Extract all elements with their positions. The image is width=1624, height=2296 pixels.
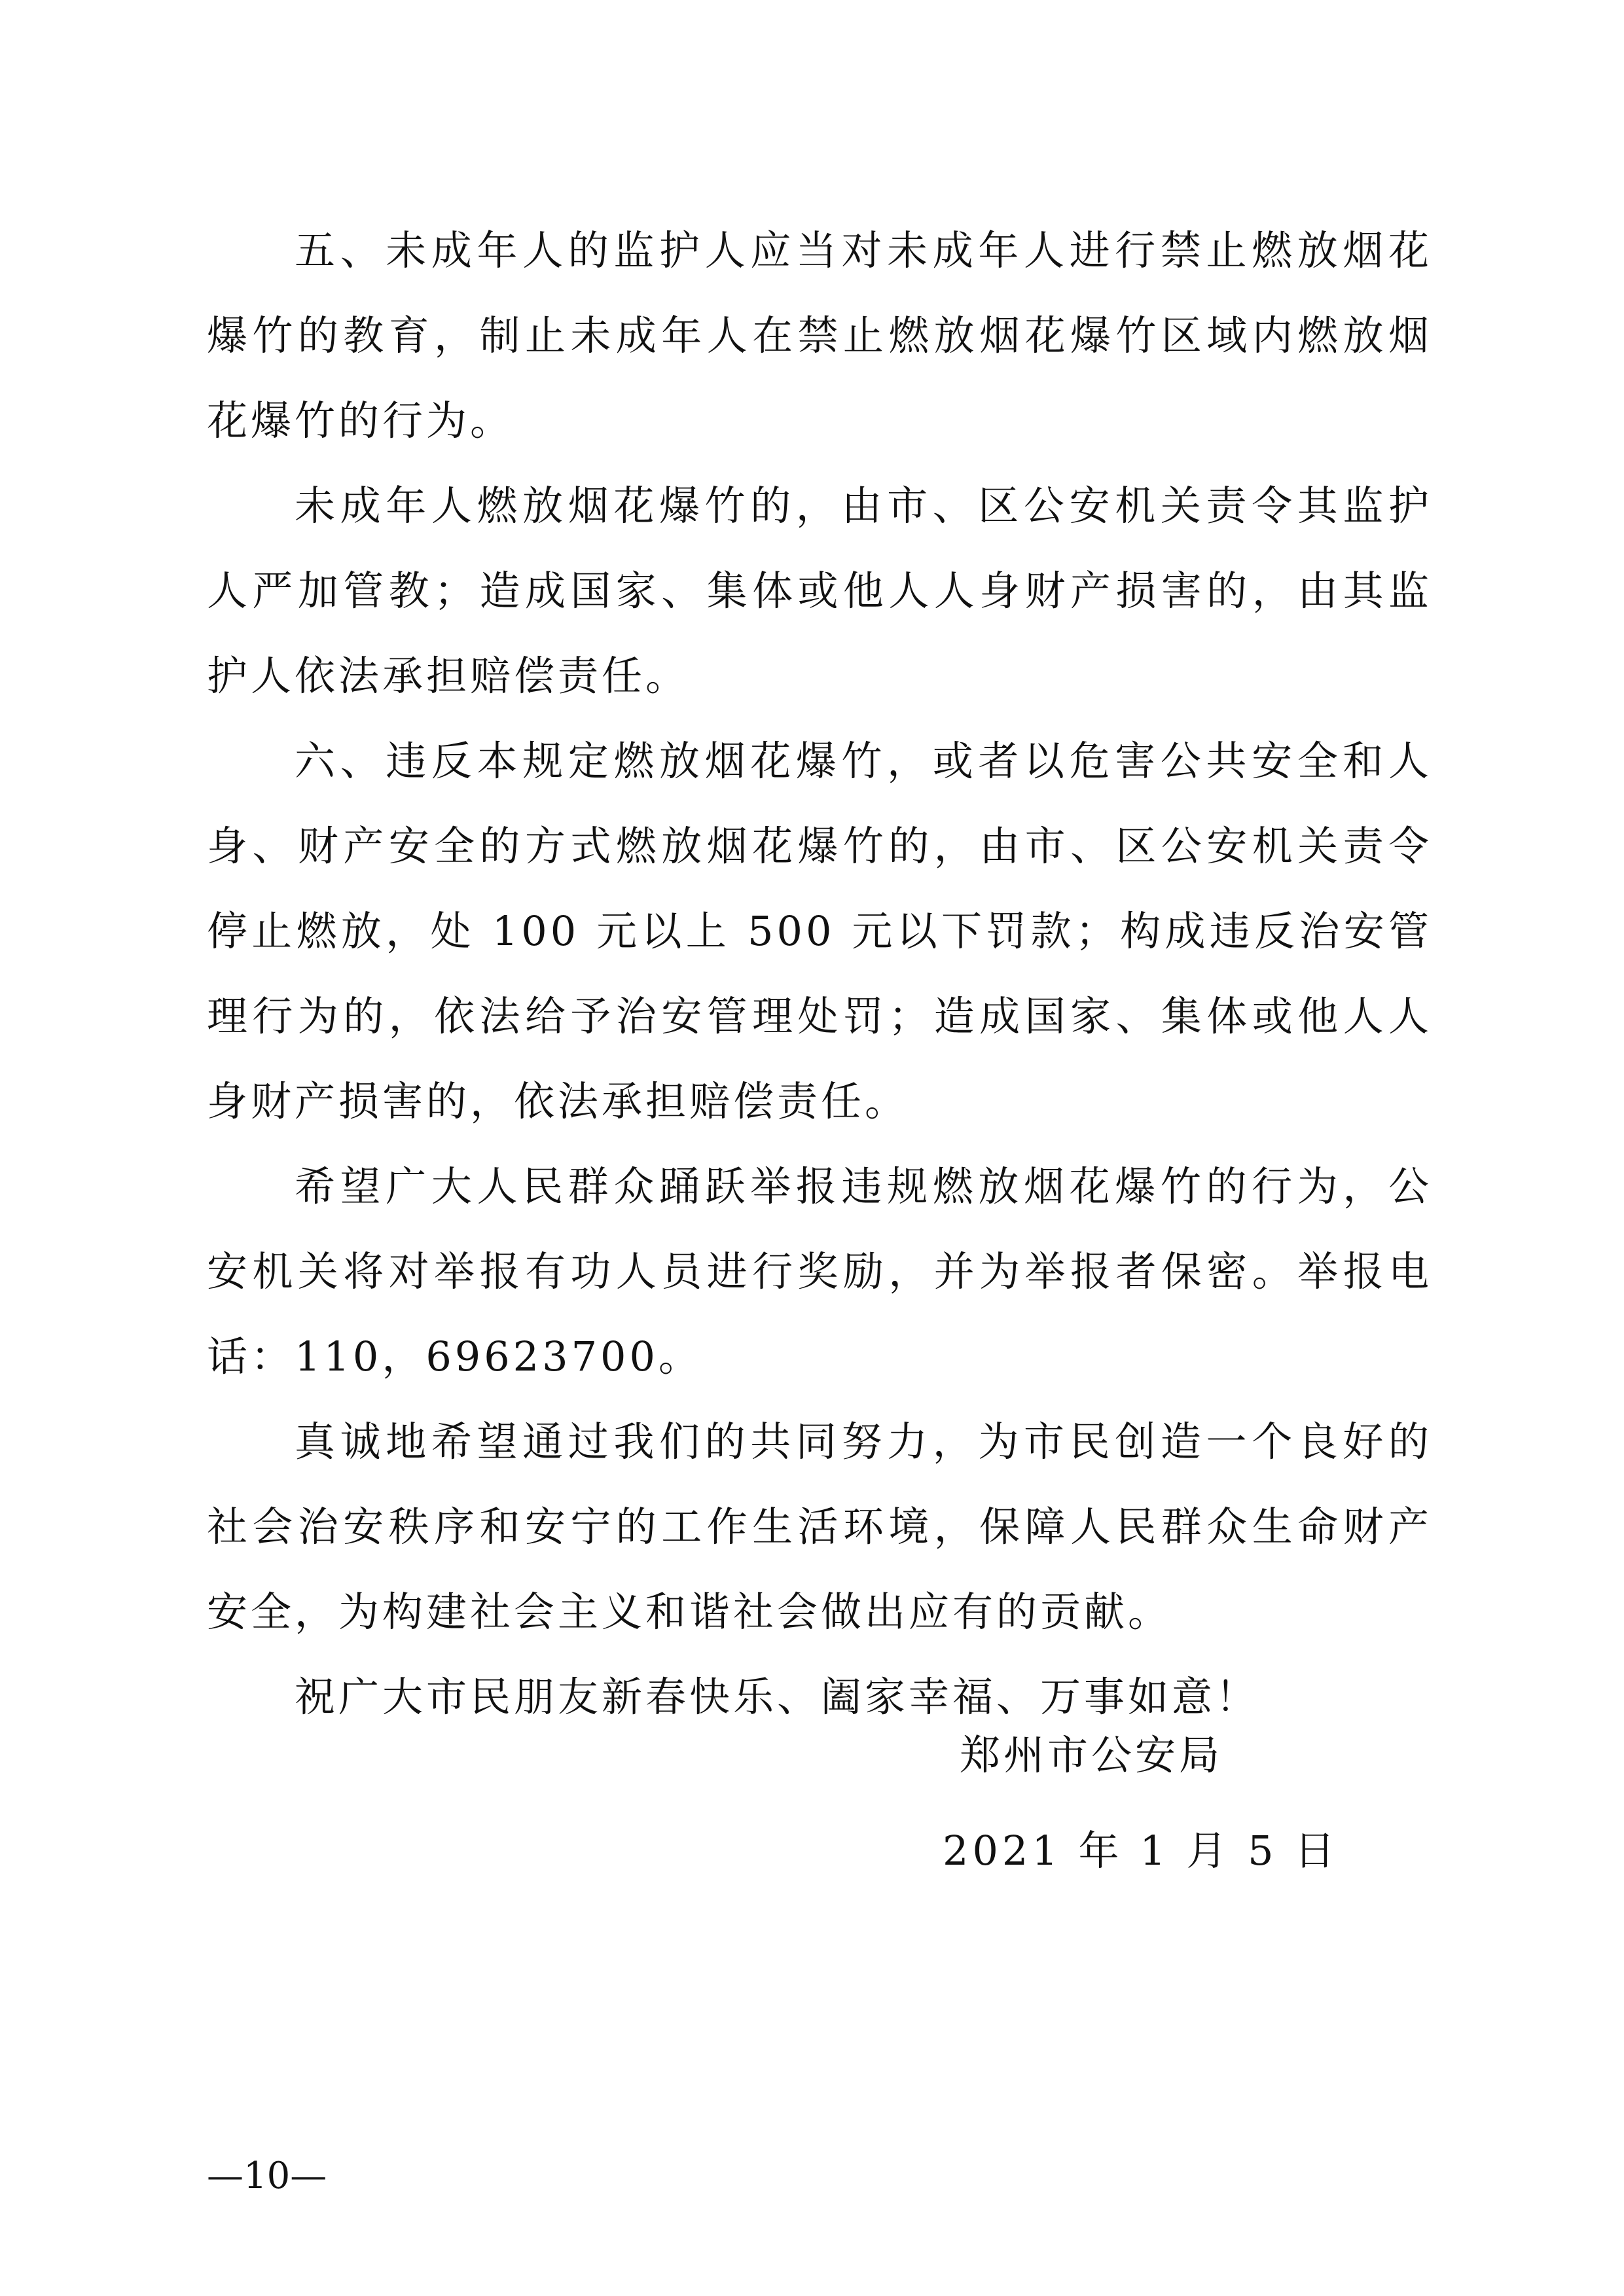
document-body	[207, 208, 1432, 1740]
paragraph-minor-liability: 未成年人燃放烟花爆竹的，由市、区公安机关责令其监护人严加管教；造成国家、集体或他人人身财产损害的，由其监护人依法承担赔偿责任。	[207, 482, 1432, 700]
signature-organization: 郑州市公安局	[960, 1731, 1223, 1779]
page-number: —10—	[207, 2155, 327, 2197]
paragraph-appeal: 真诚地希望通过我们的共同努力，为市民创造一个良好的社会治安秩序和安宁的工作生活环境，保障人民群众生命财产安全，为构建社会主义和谐社会做出应有的贡献。	[207, 1418, 1432, 1636]
paragraph-new-year-greeting: 祝广大市民朋友新春快乐、阖家幸福、万事如意！	[295, 1673, 1260, 1721]
paragraph-reporting-hotline: 希望广大人民群众踊跃举报违规燃放烟花爆竹的行为，公安机关将对举报有功人员进行奖励，并为举报者保密。举报电话：110，69623700。	[207, 1162, 1432, 1380]
paragraph-item-6-penalties: 六、违反本规定燃放烟花爆竹，或者以危害公共安全和人身、财产安全的方式燃放烟花爆竹的，由市、区公安机关责令停止燃放，处 100 元以上 500 元以下罚款；构成违反治安管理行为的，依法给予治安管理处罚；造成国家、集体或他人人身财产损害的，依法承担赔偿责任。	[207, 737, 1432, 1125]
paragraph-item-5-guardian-education: 五、未成年人的监护人应当对未成年人进行禁止燃放烟花爆竹的教育，制止未成年人在禁止燃放烟花爆竹区域内燃放烟花爆竹的行为。	[207, 226, 1432, 444]
signature-date: 2021 年 1 月 5 日	[943, 1827, 1339, 1874]
